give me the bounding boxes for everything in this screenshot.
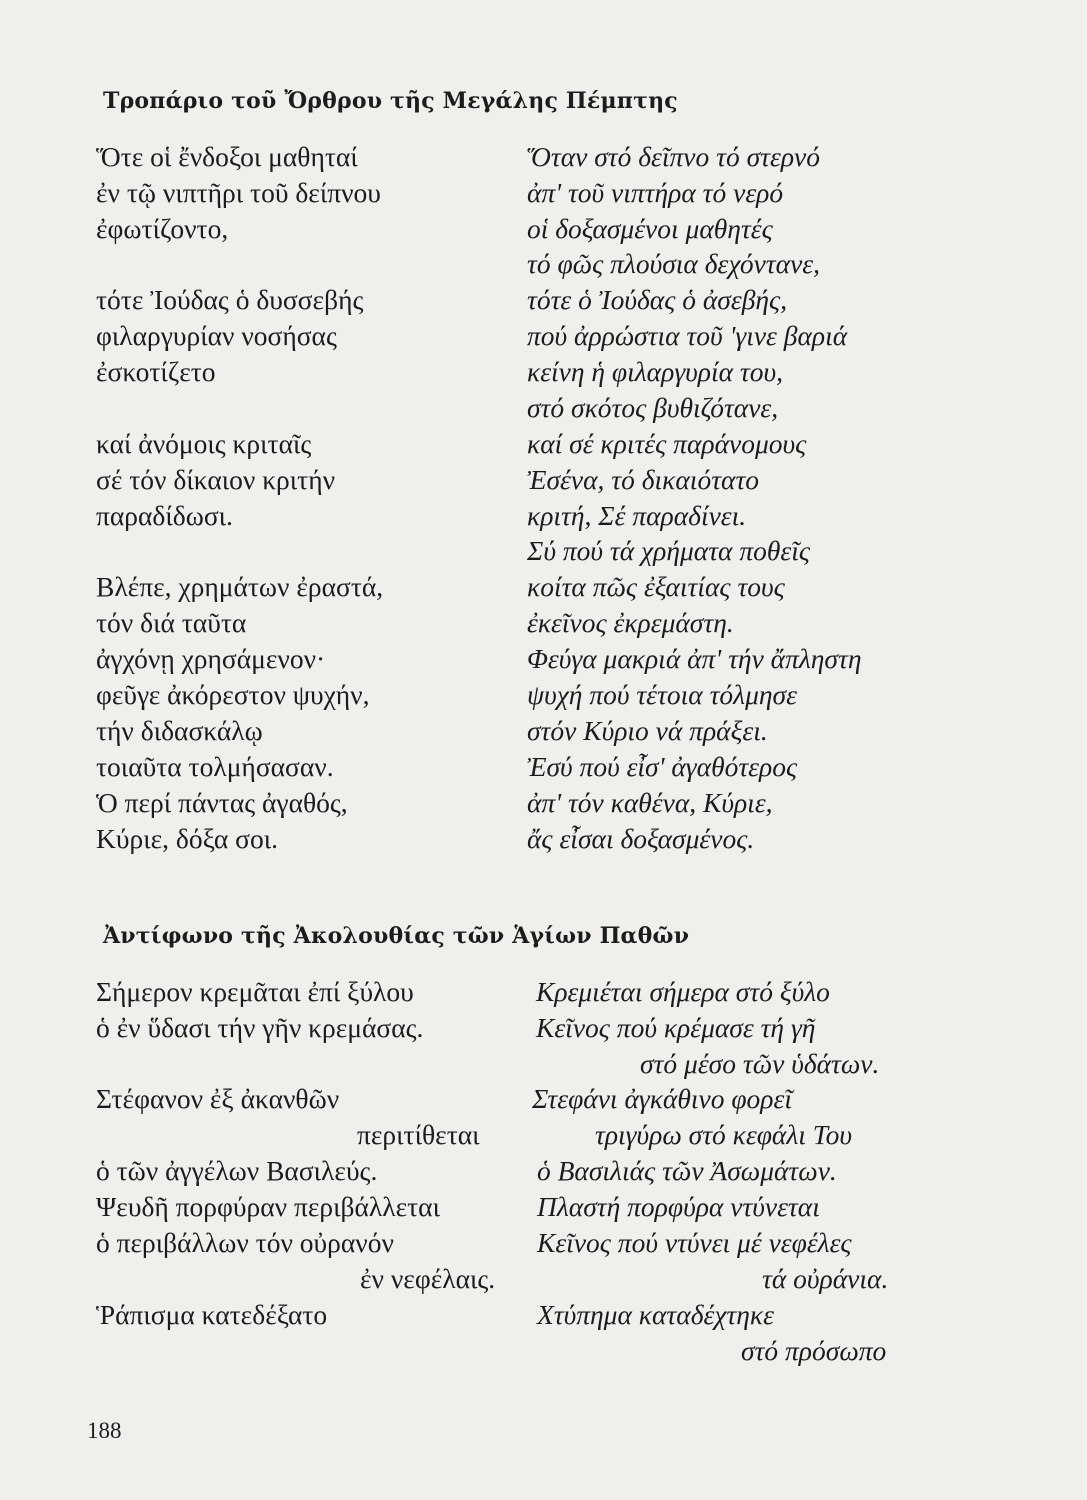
greek-line: Βλέπε, χρημάτων ἐραστά, [96,571,384,602]
modern-line: ἀπ' τοῦ νιπτήρα τό νερό [527,177,784,208]
modern-line: Κεῖνος πού κρέμασε τή γῆ [536,1012,816,1043]
greek-line: ἐν νεφέλαις. [360,1263,496,1294]
greek-line: σέ τόν δίκαιον κριτήν [96,464,336,495]
modern-line: τά οὐράνια. [762,1263,889,1294]
section-heading-antiphon: Ἀντίφωνο τῆς Ἀκολουθίας τῶν Ἁγίων Παθῶν [103,923,690,949]
greek-line: ὁ περιβάλλων τόν οὐρανόν [96,1227,394,1258]
greek-line: Ὅτε οἱ ἔνδοξοι μαθηταί [96,141,358,172]
greek-line: Ῥάπισμα κατεδέξατο [96,1299,328,1330]
greek-line: καί ἀνόμοις κριταῖς [96,428,312,459]
greek-line: περιτίθεται [357,1119,480,1150]
modern-line: ἐκεῖνος ἐκρεμάστη. [527,607,734,638]
greek-line: φιλαργυρίαν νοσήσας [96,320,337,351]
modern-line: στό πρόσωπο [741,1335,887,1366]
modern-line: ἀπ' τόν καθένα, Κύριε, [527,787,773,818]
greek-line: τόν διά ταῦτα [96,607,247,638]
modern-line: Πλαστή πορφύρα ντύνεται [537,1191,820,1222]
modern-line: στόν Κύριο νά πράξει. [527,715,768,746]
modern-line: τριγύρω στό κεφάλι Του [595,1119,852,1150]
modern-line: στό μέσο τῶν ὑδάτων. [640,1048,880,1079]
modern-line: κριτή, Σέ παραδίνει. [527,500,747,531]
modern-line: Ἐσένα, τό δικαιότατο [527,464,760,495]
greek-line: ἐν τῷ νιπτῆρι τοῦ δείπνου [96,177,381,208]
modern-line: Στεφάνι ἀγκάθινο φορεῖ [532,1083,792,1114]
greek-line: παραδίδωσι. [96,500,233,531]
modern-line: Χτύπημα καταδέχτηκε [537,1299,774,1330]
greek-line: Στέφανον ἐξ ἀκανθῶν [96,1083,340,1114]
modern-line: κείνη ἡ φιλαργυρία του, [527,356,784,387]
greek-line: ἀγχόνῃ χρησάμενον· [96,643,326,674]
modern-line: οἱ δοξασμένοι μαθητές [527,213,773,244]
modern-line: Κεῖνος πού ντύνει μέ νεφέλες [537,1227,852,1258]
modern-line: Κρεμιέται σήμερα στό ξύλο [536,976,830,1007]
greek-line: Σήμερον κρεμᾶται ἐπί ξύλου [96,976,414,1007]
modern-line: τότε ὁ Ἰούδας ὁ ἀσεβής, [527,284,788,315]
modern-line: στό σκότος βυθιζότανε, [527,392,779,423]
modern-line: ἄς εἶσαι δοξασμένος. [527,823,755,854]
greek-line: ἐφωτίζοντο, [96,213,229,244]
greek-line: ὁ τῶν ἀγγέλων Βασιλεύς. [96,1155,378,1186]
page-number: 188 [87,1418,122,1443]
modern-line: πού ἀρρώστια τοῦ 'γινε βαριά [527,320,848,351]
greek-line: τήν διδασκάλῳ [96,715,263,746]
modern-line: τό φῶς πλούσια δεχόντανε, [527,248,820,279]
modern-line: Φεύγα μακριά ἀπ' τήν ἄπληστη [527,643,862,674]
modern-line: ψυχή πού τέτοια τόλμησε [527,679,797,710]
section-heading-troparion: Τροπάριο τοῦ Ὄρθρου τῆς Μεγάλης Πέμπτης [103,88,678,114]
modern-line: Σύ πού τά χρήματα ποθεῖς [527,535,811,566]
greek-line: φεῦγε ἀκόρεστον ψυχήν, [96,679,370,710]
modern-line: Ἐσύ πού εἶσ' ἀγαθότερος [527,751,798,782]
greek-line: Κύριε, δόξα σοι. [96,823,278,854]
greek-line: ἐσκοτίζετο [96,356,216,387]
greek-line: Ψευδῆ πορφύραν περιβάλλεται [96,1191,440,1222]
greek-line: τότε Ἰούδας ὁ δυσσεβής [96,284,364,315]
greek-line: τοιαῦτα τολμήσασαν. [96,751,334,782]
modern-line: ὁ Βασιλιάς τῶν Ἀσωμάτων. [537,1155,837,1186]
greek-line: Ὁ περί πάντας ἀγαθός, [96,787,348,818]
modern-line: καί σέ κριτές παράνομους [527,428,807,459]
modern-line: Ὅταν στό δεῖπνο τό στερνό [527,141,821,172]
greek-line: ὁ ἐν ὕδασι τήν γῆν κρεμάσας. [96,1012,424,1043]
modern-line: κοίτα πῶς ἐξαιτίας τους [527,571,785,602]
